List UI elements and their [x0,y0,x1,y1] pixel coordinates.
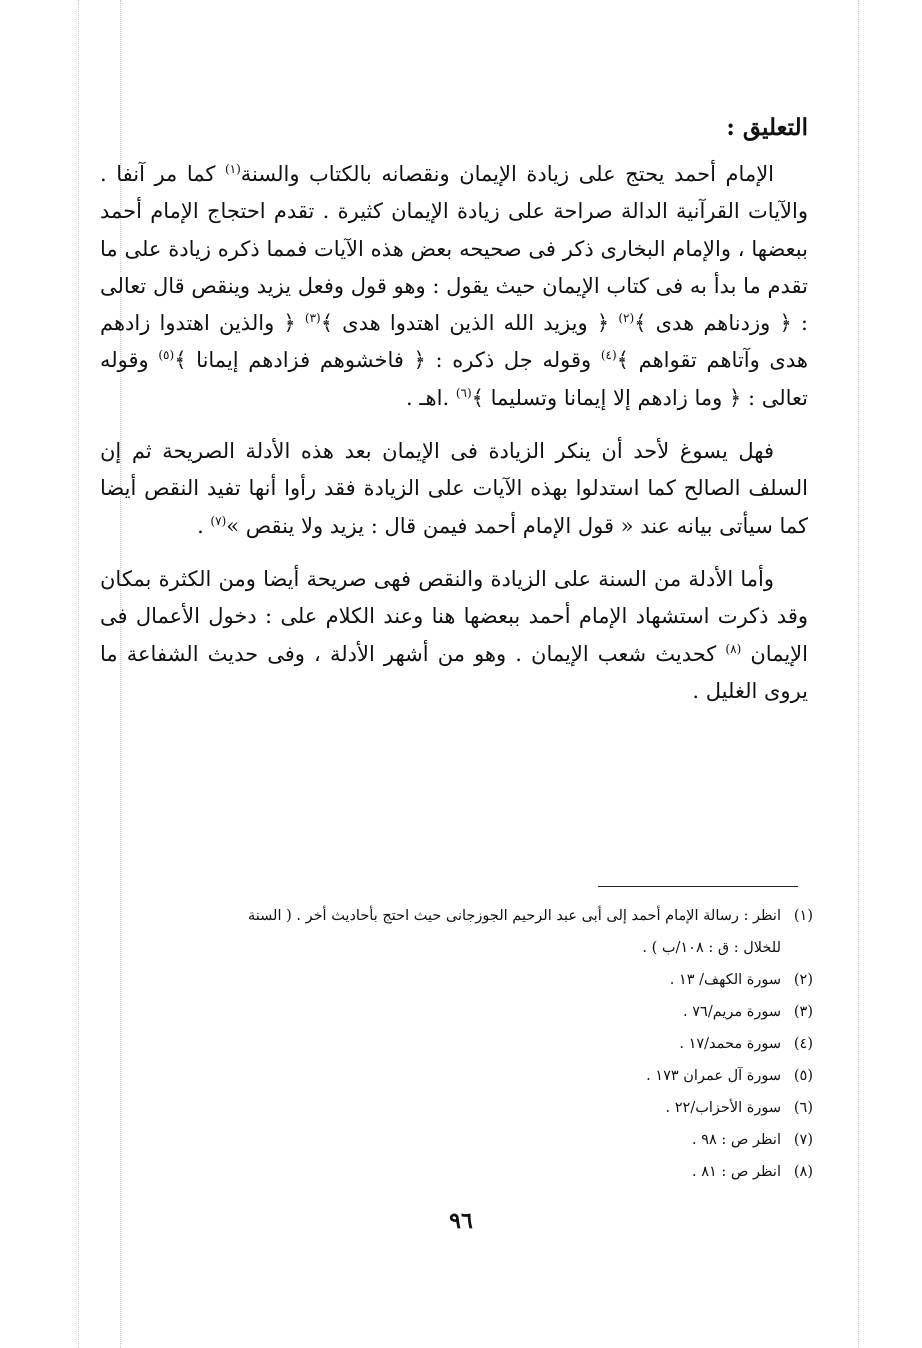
footnote-reference: (٨) [725,641,742,656]
footnote-number: (٧) [793,1132,813,1148]
page-body [100,96,808,710]
footnote-reference: (٣) [304,311,321,326]
footnote-text: انظر ص : ٨١ . [692,1164,781,1180]
footnote-item [105,964,813,996]
footnote-number: (٦) [793,1100,813,1116]
footnote-item [105,1124,813,1156]
footnote-number: (٢) [793,972,813,988]
footnote-continuation: للخلال : ق : ١٠٨/ب ) . [642,940,781,956]
footnotes-list [105,900,813,1188]
footnote-reference: (٥) [158,348,175,363]
footnote-item [105,1092,813,1124]
text-run: ﴿ ويزيد الله الذين اهتدوا هدى ﴾ [320,311,619,336]
footnote-item [105,1156,813,1188]
text-run: ﴿ والذين اهتدوا زادهم هدى وآتاهم تقواهم ﴾ [100,311,808,373]
text-run: وقوله تعالى : ﴿ وما زادهم إلا إيمانا وتسليما ﴾ [100,348,808,410]
footnote-item [105,1028,813,1060]
scan-margin-line [858,0,859,1348]
footnote-number: (٥) [793,1068,813,1084]
text-run: الإمام أحمد يحتج على زيادة الإيمان ونقصانه بالكتاب والسنة [240,162,775,186]
text-run: وقوله جل ذكره : ﴿ فاخشوهم فزادهم إيمانا ﴾ [174,348,601,373]
footnote-text: سورة الأحزاب/٢٢ . [665,1100,781,1116]
scan-margin-line [78,0,79,1348]
section-heading: التعليق : [726,114,808,141]
footnote-item [105,996,813,1028]
text-run: .اهـ . [406,385,456,410]
footnote-reference: (٧) [210,513,227,528]
footnote-divider [598,886,798,887]
footnote-reference: (٢) [618,311,635,326]
text-run: فهل يسوغ لأحد أن ينكر الزيادة فى الإيمان بعد هذه الأدلة الصريحة ثم إن السلف الصالح كما استدلوا بهذه الآيات على الزيادة فقد رأوا أنها تفيد النقص أيضا كما سيأتى بيانه عند « قول الإمام أحمد فيمن قال : يزيد ولا ينقص » [100,439,808,538]
paragraph [100,433,808,545]
footnote-text: سورة محمد/١٧ . [679,1036,781,1052]
paragraph [100,561,808,710]
text-run: . [197,513,211,538]
footnote-item [105,900,813,932]
footnote-text: انظر ص : ٩٨ . [692,1132,781,1148]
footnote-reference: (٦) [455,385,472,400]
page-number: ٩٦ [449,1208,473,1234]
paragraph [100,156,808,417]
footnote-number: (١) [793,908,813,924]
text-run: وأما الأدلة من السنة على الزيادة والنقص فهى صريحة أيضا ومن الكثرة بمكان وقد ذكرت استشهاد الإمام أحمد ببعضها هنا وعند الكلام على : دخول الأعمال فى الإيمان [100,566,808,666]
footnote-reference: (٤) [600,348,617,363]
text-run: كما مر آنفا . والآيات القرآنية الدالة صراحة على زيادة الإيمان كثيرة . تقدم احتجاج الإمام أحمد ببعضها ، والإمام البخارى ذكر فى صحيحه بعض هذه الآيات فمما ذكره زيادة على ما تقدم ما بدأ به فى كتاب الإيمان حيث يقول : وهو قول وفعل يزيد وينقص قال تعالى : ﴿ وزدناهم هدى ﴾ [100,162,808,336]
commentary-text [100,156,808,710]
footnote-text: انظر : رسالة الإمام أحمد إلى أبى عبد الرحيم الجوزجانى حيث احتج بأحاديث أخر . ( السنة [247,908,781,924]
footnote-item [105,1060,813,1092]
footnote-text: سورة الكهف/ ١٣ . [669,972,781,988]
footnote-text: سورة آل عمران ١٧٣ . [646,1068,781,1084]
footnote-number: (٤) [793,1036,813,1052]
footnote-text: سورة مريم/٧٦ . [683,1004,781,1020]
footnote-number: (٨) [793,1164,813,1180]
footnote-number: (٣) [793,1004,813,1020]
footnote-reference: (١) [224,162,241,176]
text-run: كحديث شعب الإيمان . وهو من أشهر الأدلة ، وفى حديث الشفاعة ما يروى الغليل . [100,641,808,703]
